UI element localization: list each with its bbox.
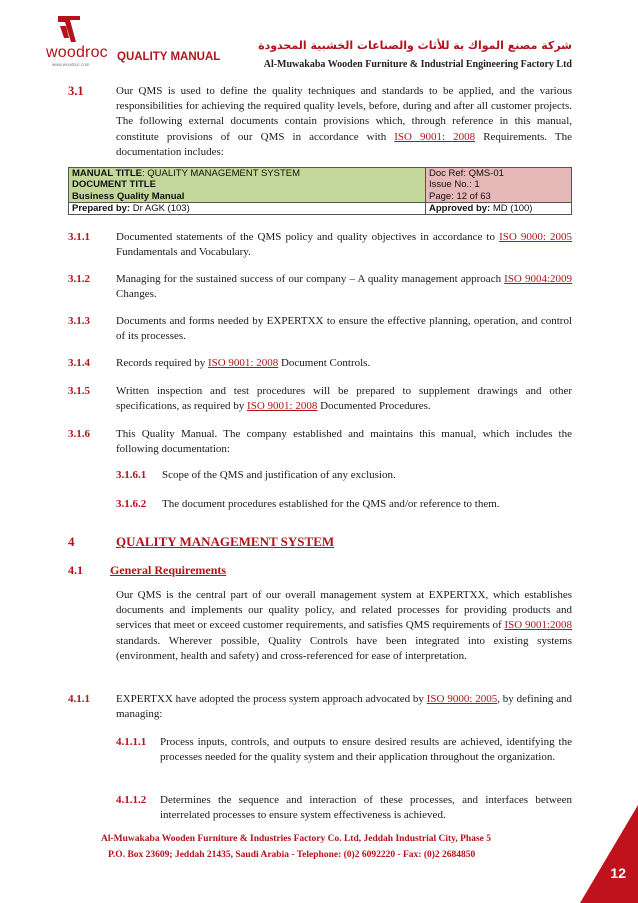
item-3-1-5-text — [116, 384, 572, 414]
iso-9001-link-3[interactable]: ISO 9001: 2008 — [247, 400, 318, 413]
item-4-1-1-text-a: EXPERTXX have adopted the process system approach advocated by — [116, 693, 427, 705]
iso-9000-link[interactable]: ISO 9000: 2005 — [499, 231, 572, 243]
section-4-1-title: General Requirements — [110, 563, 227, 577]
section-4-1-text-a: Our QMS is the central part of our overall management system at EXPERTXX, which establishes documents and implements our quality policy, and related processes for providing products and services that meet or exceed customer requirements, and satisfies QMS requirements of — [116, 589, 572, 632]
page-cell: Page: 12 of 63 — [426, 191, 572, 203]
iso-9000-link-2[interactable]: ISO 9000: 2005 — [426, 693, 498, 705]
logo-subtext: www.woodroc.com — [52, 62, 90, 67]
item-3-1-1-text-b: Fundamentals and Vocabulary. — [116, 246, 251, 259]
item-3-1-2-text — [116, 272, 572, 302]
item-number-3-1-6: 3.1.6 — [68, 428, 90, 440]
section-3-1-text-a: Our QMS is used to define the quality techniques and standards to be applied, and the various responsibilities for achieving the required quality levels, before, during and after all customer projects. The following external documents contain provisions which, through reference in this manual, constitute provisions of our QMS in accordance with — [116, 85, 572, 143]
manual-title-label: MANUAL TITLE — [72, 168, 143, 179]
section-4-1-text-b: standards. Wherever possible, Quality Controls have been integrated into existing systems (environment, health and safety) and cross-referenced for ease of interpretation. — [116, 634, 572, 662]
approved-by-value: MD (100) — [490, 202, 533, 214]
item-number-3-1-5: 3.1.5 — [68, 385, 90, 397]
item-3-1-4-text — [116, 356, 572, 371]
item-number-4-1-1-1: 4.1.1.1 — [116, 736, 147, 748]
prepared-by-value: Dr AGK (103) — [130, 202, 190, 214]
item-3-1-6-1-text: Scope of the QMS and justification of any exclusion. — [162, 469, 396, 481]
page-corner-triangle — [580, 805, 638, 903]
approved-by-label: Approved by: — [429, 202, 491, 214]
item-3-1-2-text-a: Managing for the sustained success of our company – A quality management approach — [116, 273, 505, 285]
page-header — [0, 0, 638, 80]
item-4-1-1-1-text: Process inputs, controls, and outputs to ensure desired results are achieved, identifying the processes needed for the quality system and their application throughout the organization. — [160, 736, 572, 764]
footer-address-line-1: Al-Muwakaba Wooden Furniture & Industries Factory Co. Ltd, Jeddah Industrial City, Phase 5 — [101, 834, 491, 844]
document-control-table — [68, 167, 572, 215]
item-number-3-1-6-1: 3.1.6.1 — [116, 469, 147, 481]
prepared-by-cell — [69, 202, 426, 214]
doc-ref-cell: Doc Ref: QMS-01 — [426, 168, 572, 180]
iso-9001-link[interactable]: ISO 9001: 2008 — [394, 130, 476, 143]
item-3-1-4-text-a: Records required by — [116, 357, 208, 369]
company-name-english: Al-Muwakaba Wooden Furniture & Industrial Engineering Factory Ltd — [263, 59, 572, 70]
section-4-title: QUALITY MANAGEMENT SYSTEM — [116, 534, 335, 549]
company-name-arabic: شركة مصنع المواك بة للأثاث والصناعات الخشبية المحدودة — [258, 39, 572, 52]
section-number-4: 4 — [68, 534, 75, 549]
item-3-1-4-text-b: Document Controls. — [278, 357, 371, 369]
woodroc-logo-icon — [56, 14, 82, 44]
section-3-1-text-b: Requirements. The documentation includes: — [116, 130, 573, 158]
iso-9004-link[interactable]: ISO 9004:2009 — [504, 273, 573, 285]
item-3-1-2-text-b: Changes. — [116, 288, 157, 301]
item-3-1-3-text: Documents and forms needed by EXPERTXX to ensure the effective planning, operation, and control of its processes. — [116, 315, 572, 343]
item-4-1-1-text — [116, 692, 572, 722]
iso-9001-link-2[interactable]: ISO 9001: 2008 — [207, 357, 279, 369]
issue-no-cell: Issue No.: 1 — [426, 179, 572, 191]
doc-title-label-cell: DOCUMENT TITLE — [69, 179, 426, 191]
item-4-1-1-2-text: Determines the sequence and interaction of these processes, and interfaces between interrelated processes to ensure system effectiveness is achieved. — [160, 794, 572, 822]
item-3-1-6-2-text: The document procedures established for the QMS and/or reference to them. — [162, 498, 500, 510]
iso-9001-2008-link[interactable]: ISO 9001:2008 — [504, 619, 573, 632]
page-number: 12 — [610, 865, 626, 881]
doc-title-value-cell: Business Quality Manual — [69, 191, 426, 203]
item-number-4-1-1: 4.1.1 — [68, 693, 90, 705]
item-3-1-5-text-a: Written inspection and test procedures will be prepared to supplement drawings and other specifications, as required by — [116, 385, 572, 413]
section-4-1-text — [116, 588, 572, 664]
section-number-4-1: 4.1 — [68, 563, 83, 577]
approved-by-cell — [426, 202, 572, 214]
section-number-3-1: 3.1 — [68, 84, 84, 98]
item-3-1-6-text: This Quality Manual. The company established and maintains this manual, which includes the following documentation: — [116, 428, 572, 456]
logo-text: woodroc — [46, 44, 108, 61]
item-number-3-1-1: 3.1.1 — [68, 231, 90, 243]
item-number-3-1-4: 3.1.4 — [68, 357, 90, 369]
item-number-3-1-3: 3.1.3 — [68, 315, 90, 327]
item-4-1-1-text-b: , by defining and managing: — [116, 693, 573, 721]
manual-title-value: : QUALITY MANAGEMENT SYSTEM — [142, 168, 301, 179]
item-3-1-5-text-b: Documented Procedures. — [317, 400, 431, 413]
manual-title-cell — [69, 168, 426, 180]
item-number-3-1-6-2: 3.1.6.2 — [116, 498, 147, 510]
quality-manual-label: QUALITY MANUAL — [117, 51, 221, 63]
item-3-1-1-text-a: Documented statements of the QMS policy and quality objectives in accordance to — [116, 231, 500, 243]
item-number-4-1-1-2: 4.1.1.2 — [116, 794, 147, 806]
section-3-1-text — [116, 84, 572, 160]
item-number-3-1-2: 3.1.2 — [68, 273, 90, 285]
prepared-by-label: Prepared by: — [72, 202, 131, 214]
footer-address-line-2: P.O. Box 23609; Jeddah 21435, Saudi Arabia - Telephone: (0)2 6092220 - Fax: (0)2 2684850 — [108, 850, 476, 860]
item-3-1-1-text — [116, 230, 572, 260]
